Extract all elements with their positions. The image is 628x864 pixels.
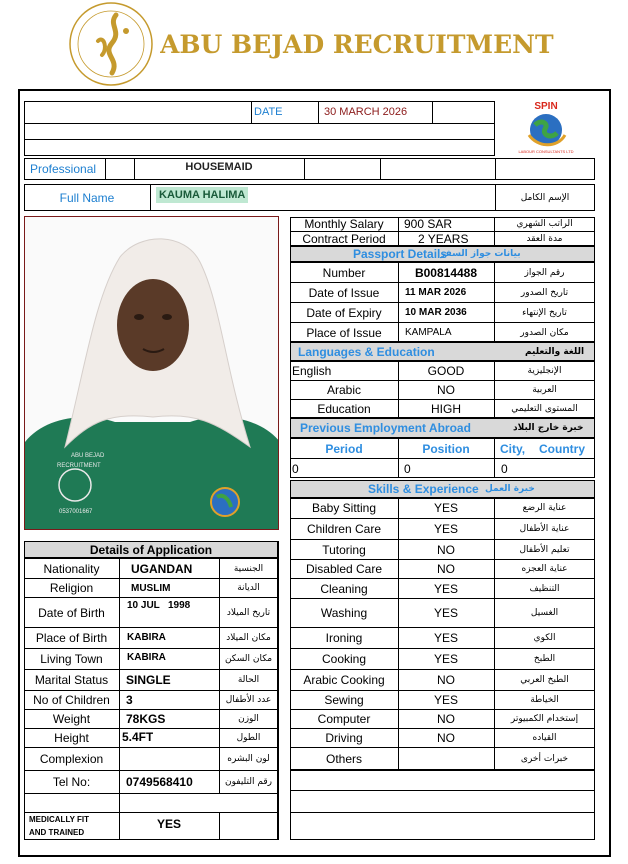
weight-label: Weight — [52, 712, 91, 726]
period-ar: مدة العقد — [526, 234, 563, 244]
professional-value: HOUSEMAID — [185, 161, 253, 173]
svg-text:LABOUR CONSULTANTS LTD: LABOUR CONSULTANTS LTD — [518, 149, 574, 154]
tel-ar: رقم التليفون — [225, 777, 272, 787]
skill-value: NO — [437, 542, 455, 557]
skills-title-ar: خبرة العمل — [485, 484, 535, 494]
skill-value: YES — [433, 693, 458, 707]
application-title: Details of Application — [89, 542, 213, 557]
passport-title: Passport Details — [353, 247, 448, 261]
employment-city-value: 0 — [501, 461, 508, 476]
salary-ar: الراتب الشهري — [516, 219, 573, 229]
period-label: Contract Period — [302, 232, 386, 246]
religion-label: Religion — [49, 581, 94, 595]
marital-ar: الحالة — [237, 675, 260, 685]
height-ar: الطول — [236, 733, 261, 743]
skills-title: Skills & Experience — [368, 482, 479, 496]
passport-issue-ar: تاريخ الصدور — [520, 287, 569, 298]
pob-label: Place of Birth — [35, 631, 108, 645]
education-value: HIGH — [431, 401, 461, 416]
employment-position-value: 0 — [404, 461, 411, 476]
religion-ar: الديانة — [237, 583, 260, 593]
skill-label: Disabled Care — [305, 562, 383, 576]
skill-value: YES — [433, 652, 458, 666]
full-name-ar: الإسم الكامل — [520, 193, 570, 203]
full-name-value: KAUMA HALIMA — [156, 187, 248, 203]
svg-text:SPIN: SPIN — [534, 101, 558, 112]
employment-period-value: 0 — [292, 461, 299, 476]
skill-value: NO — [437, 731, 455, 745]
skill-ar: عناية الرضع — [522, 503, 567, 513]
passport-place-value: KAMPALA — [405, 327, 452, 338]
skill-label: Ironing — [325, 631, 363, 645]
employment-title: Previous Employment Abroad — [300, 421, 471, 435]
skill-label: Cleaning — [320, 581, 368, 596]
weight-value: 78KGS — [126, 712, 166, 726]
weight-ar: الوزن — [238, 714, 259, 724]
skill-label: Children Care — [306, 522, 382, 536]
medical-label-1: MEDICALLY FIT — [29, 814, 90, 824]
children-label: No of Children — [33, 693, 110, 707]
medical-value: YES — [156, 817, 181, 831]
skill-ar: عناية الأطفال — [519, 524, 570, 534]
dob-value: 10 JUL 1998 — [127, 600, 191, 611]
lang-arabic-label: Arabic — [326, 382, 361, 397]
right-filler — [290, 770, 595, 840]
employment-col-period: Period — [325, 441, 363, 456]
skill-label: Washing — [320, 606, 368, 620]
living-town-value: KABIRA — [127, 651, 166, 663]
skill-label: Baby Sitting — [311, 501, 377, 515]
skill-ar: تعليم الأطفال — [519, 544, 570, 555]
date-value: 30 MARCH 2026 — [324, 106, 408, 118]
passport-expiry-label: Date of Expiry — [306, 305, 382, 320]
skill-label: Driving — [325, 731, 363, 745]
skill-ar: عناية العجزه — [521, 564, 568, 574]
passport-issue-value: 11 MAR 2026 — [405, 287, 467, 298]
passport-issue-label: Date of Issue — [308, 285, 380, 300]
skill-value — [398, 748, 494, 770]
height-value: 5.4FT — [122, 730, 154, 744]
pob-ar: مكان الميلاد — [226, 633, 271, 643]
skill-label: Others — [325, 752, 362, 766]
skill-ar: الكوي — [533, 633, 556, 643]
dob-label: Date of Birth — [38, 605, 105, 620]
children-value: 3 — [126, 693, 133, 707]
lang-english-value: GOOD — [427, 363, 465, 378]
skill-ar: الطبخ العربي — [520, 675, 569, 685]
passport-place-ar: مكان الصدور — [520, 327, 569, 338]
tel-label: Tel No: — [52, 775, 91, 789]
svg-text:RECRUITMENT: RECRUITMENT — [57, 463, 101, 469]
height-label: Height — [54, 731, 89, 745]
employment-col-city: City, — [500, 441, 526, 456]
full-name-label: Full Name — [59, 191, 115, 205]
skill-value: YES — [433, 606, 458, 620]
skill-value: NO — [437, 673, 455, 687]
skill-ar: الطبخ — [533, 654, 556, 664]
nationality-ar: الجنسية — [233, 563, 264, 574]
skill-ar: إستخدام الكمبيوتر — [510, 714, 579, 724]
lang-arabic-ar: العربية — [532, 384, 557, 395]
skill-label: Sewing — [324, 693, 364, 707]
medical-label-2: AND TRAINED — [29, 827, 85, 837]
company-logo — [68, 1, 154, 87]
lang-arabic-value: NO — [437, 382, 455, 397]
employment-col-country: Country — [539, 441, 585, 456]
skill-value: YES — [433, 581, 458, 596]
tel-value: 0749568410 — [126, 775, 193, 789]
dob-ar: تاريخ الميلاد — [226, 607, 271, 618]
living-town-label: Living Town — [40, 652, 103, 666]
company-name: ABU BEJAD RECRUITMENT — [160, 29, 554, 59]
employment-title-ar: خبرة خارج البلاد — [513, 423, 584, 433]
religion-value: MUSLIM — [131, 582, 171, 594]
complexion-label: Complexion — [39, 752, 104, 766]
professional-label: Professional — [30, 162, 97, 176]
education-ar: المستوى التعليمي — [511, 403, 578, 414]
svg-text:0537001667: 0537001667 — [59, 509, 93, 515]
living-town-ar: مكان السكن — [224, 654, 273, 664]
lang-english-label: English — [292, 363, 332, 378]
lang-english-ar: الإنجليزية — [527, 365, 562, 376]
education-label: Education — [317, 401, 371, 416]
skill-label: Arabic Cooking — [303, 673, 385, 687]
skill-label: Cooking — [321, 652, 367, 666]
skill-ar: التنظيف — [529, 583, 560, 594]
passport-place-label: Place of Issue — [306, 325, 382, 340]
skill-label: Tutoring — [322, 542, 366, 557]
date-label: DATE — [254, 106, 283, 118]
skill-value: NO — [437, 562, 455, 576]
skill-value: YES — [433, 522, 458, 536]
nationality-value: UGANDAN — [131, 561, 193, 576]
period-value: 2 YEARS — [418, 232, 469, 246]
skill-value: NO — [437, 712, 455, 726]
passport-title-ar: بيانات جواز السفر — [440, 249, 521, 259]
spin-logo — [515, 97, 577, 155]
salary-label: Monthly Salary — [304, 217, 384, 231]
salary-value: 900 SAR — [404, 217, 453, 231]
marital-label: Marital Status — [34, 673, 109, 687]
passport-number-label: Number — [322, 265, 366, 280]
passport-number-ar: رقم الجواز — [524, 267, 565, 278]
languages-title: Languages & Education — [298, 344, 435, 359]
skill-ar: الغسيل — [530, 608, 559, 618]
skill-ar: خبرات أخرى — [520, 754, 569, 764]
marital-value: SINGLE — [126, 673, 171, 687]
professional-row — [24, 158, 595, 180]
passport-expiry-value: 10 MAR 2036 — [405, 307, 467, 318]
skill-ar: الخياطة — [530, 695, 559, 705]
pob-value: KABIRA — [127, 631, 166, 643]
skill-value: YES — [433, 631, 458, 645]
svg-text:ABU BEJAD: ABU BEJAD — [71, 453, 105, 459]
passport-expiry-ar: تاريخ الإنتهاء — [522, 307, 567, 318]
nationality-label: Nationality — [43, 561, 100, 576]
languages-title-ar: اللغة والتعليم — [525, 346, 585, 357]
skill-value: YES — [433, 501, 458, 515]
skill-label: Computer — [317, 712, 371, 726]
employment-col-position: Position — [422, 441, 470, 456]
skill-ar: القياده — [532, 733, 557, 743]
passport-number-value: B00814488 — [414, 265, 478, 280]
complexion-ar: لون البشره — [227, 754, 270, 764]
applicant-photo — [24, 216, 279, 530]
children-ar: عدد الأطفال — [225, 695, 272, 705]
